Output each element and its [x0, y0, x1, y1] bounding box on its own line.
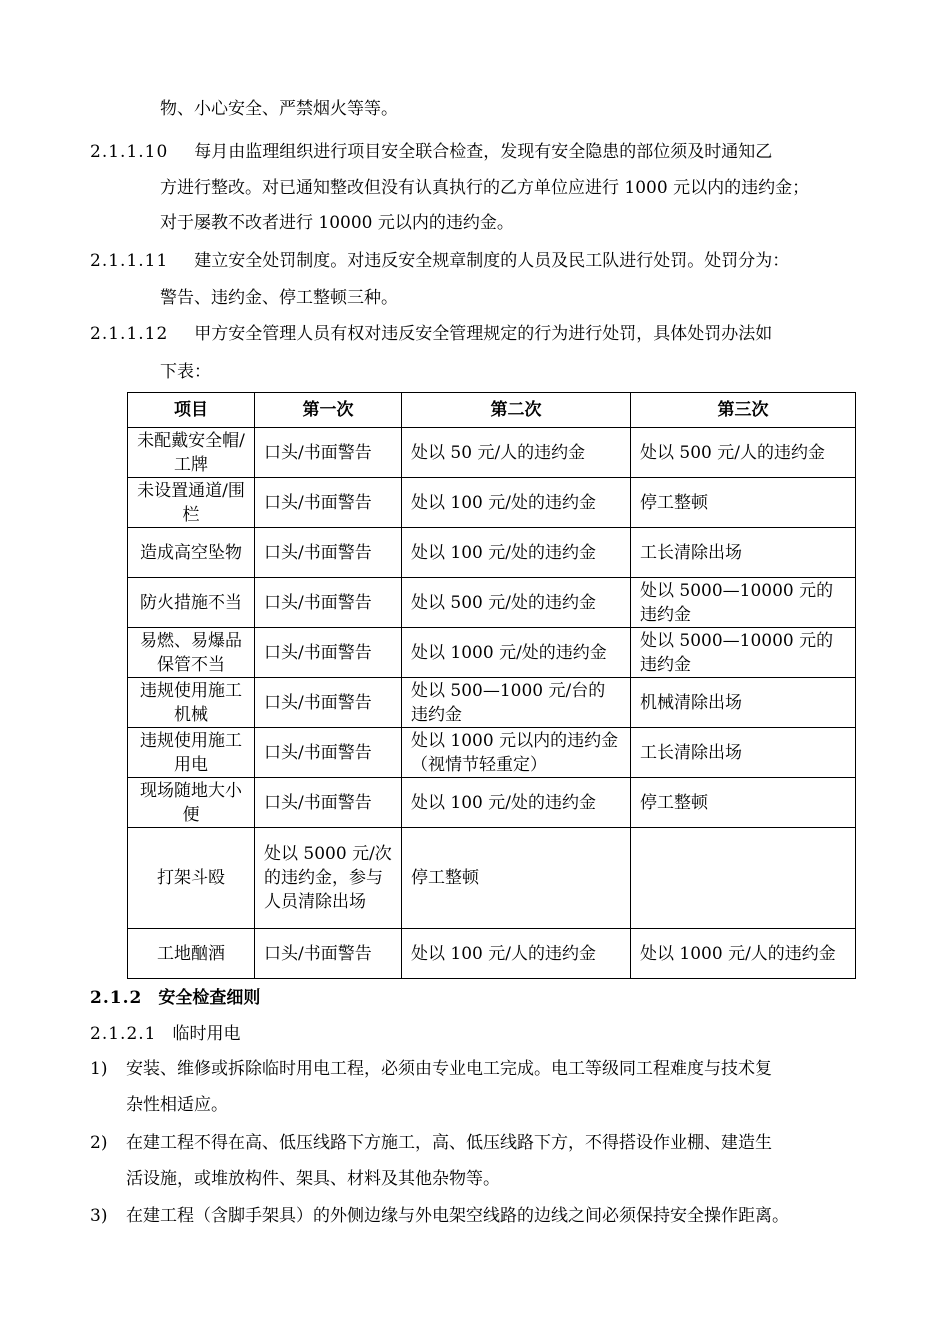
table-cell: 违规使用施工用电 [128, 728, 255, 778]
table-cell: 停工整顿 [631, 778, 856, 828]
table-row [128, 628, 856, 678]
table-cell: 处以 100 元/处的违约金 [402, 778, 631, 828]
clause-2-1-1-10 [90, 141, 772, 163]
list-number: 1) [90, 1059, 108, 1079]
paragraph-text: 对于屡教不改者进行 10000 元以内的违约金。 [160, 213, 514, 233]
table-cell: 口头/书面警告 [255, 728, 402, 778]
table-cell: 处以 500 元/人的违约金 [631, 428, 856, 478]
table-cell: 工长清除出场 [631, 728, 856, 778]
table-cell: 口头/书面警告 [255, 778, 402, 828]
subsection-number: 2.1.2.1 [90, 1024, 157, 1044]
list-item [90, 1132, 772, 1154]
header-first: 第一次 [255, 393, 402, 428]
list-text: 在建工程（含脚手架具）的外侧边缘与外电架空线路的边线之间必须保持安全操作距离。 [126, 1206, 789, 1226]
table-cell: 处以 5000—10000 元的违约金 [631, 628, 856, 678]
clause-number: 2.1.1.10 [90, 142, 169, 162]
list-number: 3) [90, 1206, 108, 1226]
paragraph-text: 警告、违约金、停工整顿三种。 [160, 288, 398, 308]
table-cell: 处以 500—1000 元/台的违约金 [402, 678, 631, 728]
paragraph-text: 每月由监理组织进行项目安全联合检查，发现有安全隐患的部位须及时通知乙 [194, 142, 773, 162]
section-heading [90, 987, 260, 1009]
list-text: 活设施，或堆放构件、架具、材料及其他杂物等。 [126, 1169, 500, 1189]
table-cell: 违规使用施工机械 [128, 678, 255, 728]
table-cell: 处以 100 元/处的违约金 [402, 528, 631, 578]
list-text: 安装、维修或拆除临时用电工程，必须由专业电工完成。电工等级同工程难度与技术复 [126, 1059, 772, 1079]
table-cell: 工长清除出场 [631, 528, 856, 578]
table-cell: 口头/书面警告 [255, 628, 402, 678]
header-third: 第三次 [631, 393, 856, 428]
paragraph-text: 下表： [160, 362, 211, 382]
table-cell: 停工整顿 [631, 478, 856, 528]
table-row [128, 428, 856, 478]
table-cell: 未设置通道/围栏 [128, 478, 255, 528]
clause-2-1-1-12 [90, 323, 772, 345]
table-row [128, 478, 856, 528]
table-cell: 未配戴安全帽/工牌 [128, 428, 255, 478]
paragraph-line [160, 212, 514, 234]
paragraph-line [160, 98, 398, 120]
section-title: 安全检查细则 [158, 988, 261, 1008]
paragraph-text: 物、小心安全、严禁烟火等等。 [160, 99, 398, 119]
table-cell: 口头/书面警告 [255, 929, 402, 979]
table-cell: 口头/书面警告 [255, 478, 402, 528]
table-cell: 口头/书面警告 [255, 428, 402, 478]
section-number: 2.1.2 [90, 988, 143, 1008]
table-cell: 工地酗酒 [128, 929, 255, 979]
table-cell: 造成高空坠物 [128, 528, 255, 578]
clause-2-1-1-11 [90, 250, 789, 272]
paragraph-text: 方进行整改。对已通知整改但没有认真执行的乙方单位应进行 1000 元以内的违约金； [160, 178, 810, 198]
table-cell: 口头/书面警告 [255, 528, 402, 578]
table-cell: 处以 5000 元/次的违约金，参与人员清除出场 [255, 828, 402, 929]
table-cell: 处以 1000 元/处的违约金 [402, 628, 631, 678]
table-row [128, 678, 856, 728]
table-row [128, 728, 856, 778]
list-text: 杂性相适应。 [126, 1095, 228, 1115]
paragraph-line [160, 177, 809, 199]
table-cell [631, 828, 856, 929]
clause-number: 2.1.1.11 [90, 251, 169, 271]
table-row [128, 828, 856, 929]
table-cell: 现场随地大小便 [128, 778, 255, 828]
table-cell: 口头/书面警告 [255, 678, 402, 728]
list-text: 在建工程不得在高、低压线路下方施工，高、低压线路下方，不得搭设作业棚、建造生 [126, 1133, 772, 1153]
list-item-continuation [126, 1168, 500, 1190]
list-item [90, 1205, 789, 1227]
table-row [128, 929, 856, 979]
paragraph-text: 甲方安全管理人员有权对违反安全管理规定的行为进行处罚，具体处罚办法如 [194, 324, 773, 344]
table-row [128, 528, 856, 578]
table-cell: 处以 1000 元/人的违约金 [631, 929, 856, 979]
header-second: 第二次 [402, 393, 631, 428]
table-cell: 处以 50 元/人的违约金 [402, 428, 631, 478]
list-number: 2) [90, 1133, 108, 1153]
table-header-row [128, 393, 856, 428]
list-item [90, 1058, 772, 1080]
table-cell: 易燃、易爆品保管不当 [128, 628, 255, 678]
header-item: 项目 [128, 393, 255, 428]
subsection-title: 临时用电 [172, 1024, 241, 1044]
clause-number: 2.1.1.12 [90, 324, 169, 344]
subsection-heading [90, 1023, 240, 1045]
paragraph-text: 建立安全处罚制度。对违反安全规章制度的人员及民工队进行处罚。处罚分为： [194, 251, 790, 271]
paragraph-line [160, 287, 398, 309]
table-cell: 处以 100 元/处的违约金 [402, 478, 631, 528]
table-cell: 打架斗殴 [128, 828, 255, 929]
list-item-continuation [126, 1094, 228, 1116]
table-row [128, 778, 856, 828]
table-cell: 停工整顿 [402, 828, 631, 929]
table-cell: 处以 5000—10000 元的违约金 [631, 578, 856, 628]
paragraph-line [160, 361, 211, 383]
table-cell: 处以 1000 元以内的违约金（视情节轻重定） [402, 728, 631, 778]
table-cell: 机械清除出场 [631, 678, 856, 728]
table-cell: 处以 100 元/人的违约金 [402, 929, 631, 979]
table-cell: 防火措施不当 [128, 578, 255, 628]
table-cell: 口头/书面警告 [255, 578, 402, 628]
penalty-table [127, 392, 856, 979]
table-row [128, 578, 856, 628]
table-cell: 处以 500 元/处的违约金 [402, 578, 631, 628]
